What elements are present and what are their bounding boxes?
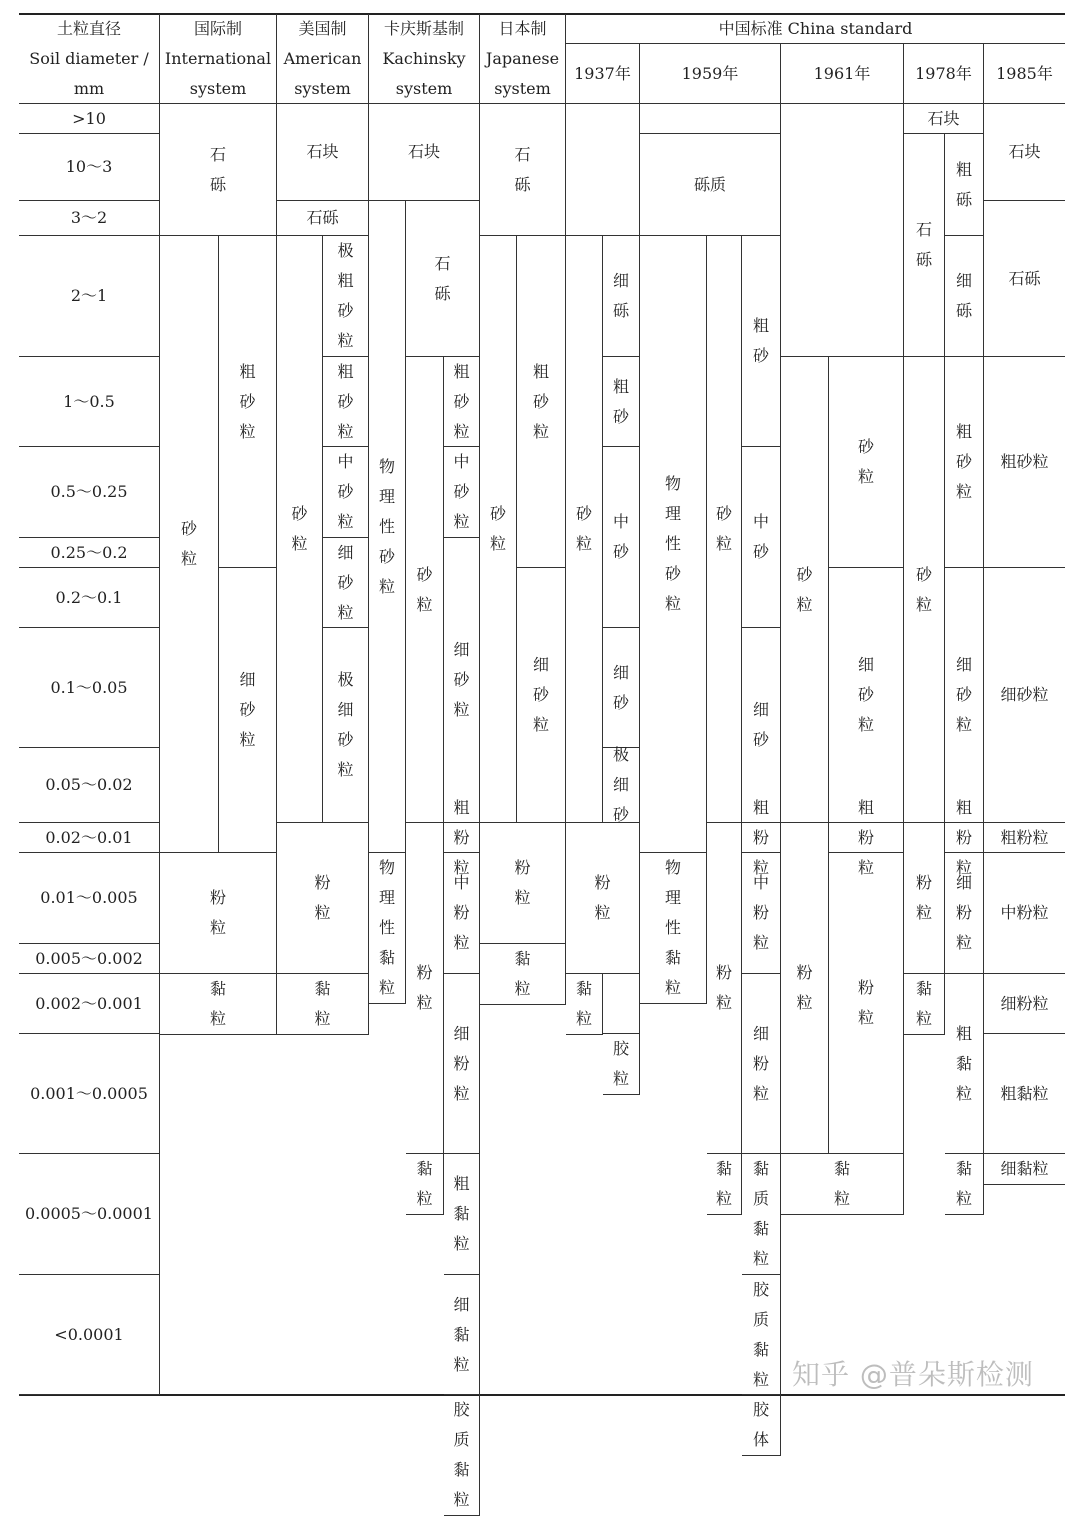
diameter-row bbox=[19, 104, 160, 134]
c1937-fine-sand-label: 细砂 bbox=[612, 662, 629, 712]
us-gravel bbox=[277, 201, 369, 236]
us-stone-label: 石块 bbox=[306, 142, 339, 161]
kach-clay-label: 黏粒 bbox=[416, 1159, 433, 1208]
c1961-silt-label: 粉粒 bbox=[796, 963, 813, 1012]
header-y1937-label: 1937年 bbox=[574, 63, 631, 83]
c1978-fine-label: 细砾 bbox=[955, 271, 972, 320]
c1959-medium-sand-label: 中砂 bbox=[752, 512, 769, 561]
diameter-row-label: 1～0.5 bbox=[63, 391, 115, 411]
kach-clay bbox=[406, 1154, 444, 1215]
c1937-very-fine-sand bbox=[603, 745, 640, 824]
c1985-medium-silt-label: 中粉粒 bbox=[1000, 903, 1049, 922]
c1959-fine-sand-label: 细砂 bbox=[752, 700, 769, 749]
jp-silt bbox=[480, 823, 566, 944]
us-fine-label: 细砂粒 bbox=[337, 542, 354, 622]
c1985-fine-clay bbox=[984, 1154, 1065, 1185]
us-stone bbox=[277, 104, 369, 201]
kach-stone-label: 石块 bbox=[407, 142, 440, 161]
kach-fine-clay-label: 细黏粒 bbox=[453, 1294, 470, 1374]
diameter-row bbox=[19, 568, 160, 628]
diameter-row-label: 0.25～0.2 bbox=[50, 542, 128, 562]
c1978-clay-label: 黏粒 bbox=[915, 979, 932, 1028]
us-sand bbox=[277, 236, 323, 823]
diameter-row-label: 0.05～0.02 bbox=[45, 775, 133, 794]
c1959-clay-label: 黏粒 bbox=[715, 1159, 732, 1208]
c1978-coarse-silt-label: 粗粉粒 bbox=[955, 797, 972, 877]
c1978-coarse bbox=[945, 134, 984, 236]
intl-sand-label: 砂粒 bbox=[180, 519, 197, 568]
c1978-fine bbox=[945, 236, 984, 357]
header-y1985-label: 1985年 bbox=[996, 63, 1053, 83]
header-y1959 bbox=[640, 44, 781, 104]
c1985-gravel-label: 石砾 bbox=[1008, 268, 1041, 288]
diameter-row-label: 0.02～0.01 bbox=[45, 827, 133, 847]
diameter-row-label: 0.005～0.002 bbox=[35, 948, 143, 968]
us-silt-label: 粉粒 bbox=[314, 873, 331, 922]
diameter-row-label: 0.0005～0.0001 bbox=[25, 1204, 153, 1223]
header-y1985 bbox=[984, 44, 1065, 104]
diameter-row bbox=[19, 538, 160, 568]
diameter-row bbox=[19, 1154, 160, 1275]
diameter-row-label: 3～2 bbox=[70, 208, 108, 227]
kach-medium-sand-label: 中砂粒 bbox=[453, 452, 470, 531]
c1959-blank bbox=[640, 104, 781, 134]
c1959-medium-silt-label: 中粉粒 bbox=[752, 873, 769, 952]
c1985-stone bbox=[984, 104, 1065, 201]
us-fine bbox=[323, 538, 369, 628]
us-very-fine bbox=[323, 628, 369, 823]
diameter-row-label: 0.01～0.005 bbox=[40, 888, 138, 907]
us-very-fine-label: 极细砂粒 bbox=[337, 670, 354, 779]
c1985-fine-silt-label: 细粉粒 bbox=[1000, 993, 1049, 1013]
jp-fine-sand bbox=[517, 568, 566, 823]
c1978-clay2-label: 黏粒 bbox=[955, 1159, 972, 1208]
c1961-silt2-label: 粉粒 bbox=[857, 978, 874, 1027]
c1937-blank-2 bbox=[603, 974, 640, 1034]
header-soil-diameter-label: 土粒直径 Soil diameter / mm bbox=[29, 18, 149, 98]
intl-clay bbox=[160, 974, 277, 1035]
c1937-coarse-sand-label: 粗砂 bbox=[612, 376, 629, 426]
diameter-row bbox=[19, 853, 160, 944]
kach-phys-sand-label: 物理性砂粒 bbox=[378, 456, 395, 596]
c1978-coarse-label: 粗砾 bbox=[955, 159, 972, 209]
header-kachinsky-label: 卡庆斯基制 Kachinsky system bbox=[382, 18, 466, 98]
c1959-clayey-label: 黏质黏粒 bbox=[752, 1159, 769, 1268]
kach-fine-clay bbox=[444, 1275, 480, 1395]
header-y1978-label: 1978年 bbox=[915, 63, 972, 83]
c1961-silt bbox=[781, 823, 829, 1154]
c1959-colloid-clay-label: 胶质黏粒 bbox=[752, 1279, 769, 1389]
c1985-stone-label: 石块 bbox=[1008, 142, 1041, 161]
c1937-fine-gravel-label: 细砾 bbox=[612, 271, 629, 320]
jp-sand-label: 砂粒 bbox=[489, 504, 506, 553]
header-y1961-label: 1961年 bbox=[813, 63, 871, 83]
jp-fine-sand-label: 细砂粒 bbox=[532, 655, 549, 734]
diameter-row bbox=[19, 357, 160, 447]
c1959-phys-sand-label: 物理性砂粒 bbox=[664, 474, 681, 613]
kach-phys-sand bbox=[369, 201, 406, 853]
jp-clay-label: 黏粒 bbox=[514, 949, 531, 998]
kach-fine-sand-label: 细砂粒 bbox=[453, 640, 470, 719]
kach-silt bbox=[406, 823, 444, 1154]
c1937-fine-gravel bbox=[603, 236, 640, 357]
c1985-gravel bbox=[984, 201, 1065, 357]
c1978-fine-silt-label: 细粉粒 bbox=[955, 873, 972, 952]
c1959-silt-label: 粉粒 bbox=[715, 963, 732, 1012]
c1937-very-fine-sand-label: 极细砂 bbox=[612, 745, 629, 824]
c1961-fine-sand-label: 细砂粒 bbox=[857, 655, 874, 734]
c1985-coarse-sand bbox=[984, 357, 1065, 568]
c1937-fine-sand bbox=[603, 628, 640, 748]
diameter-row-label: >10 bbox=[72, 108, 106, 128]
c1959-clay bbox=[707, 1154, 742, 1215]
header-china-label: 中国标准 China standard bbox=[718, 18, 913, 38]
c1959-phys-sand bbox=[640, 236, 707, 853]
c1959-coarse-sand bbox=[742, 236, 781, 447]
kach-medium-silt-label: 中粉粒 bbox=[453, 873, 470, 952]
kach-sand bbox=[406, 357, 444, 823]
c1978-clay bbox=[904, 974, 945, 1035]
c1978-silt bbox=[904, 823, 945, 974]
c1959-fine-silt bbox=[742, 974, 781, 1154]
intl-gravel bbox=[160, 104, 277, 236]
c1937-colloid-label: 胶粒 bbox=[612, 1039, 629, 1088]
c1985-coarse-clay-label: 粗黏粒 bbox=[1000, 1083, 1049, 1103]
c1959-fine-silt-label: 细粉粒 bbox=[752, 1023, 769, 1103]
c1959-phys-clay bbox=[640, 853, 707, 1004]
header-y1937 bbox=[566, 44, 640, 104]
header-y1978 bbox=[904, 44, 984, 104]
c1961-sand2 bbox=[829, 357, 904, 568]
jp-silt-label: 粉粒 bbox=[514, 858, 531, 907]
kach-phys-clay-label: 物理性黏粒 bbox=[378, 858, 395, 997]
c1961-silt2 bbox=[829, 853, 904, 1154]
c1985-coarse-silt-label: 粗粉粒 bbox=[1000, 827, 1049, 847]
c1978-coarse-clay-label: 粗黏粒 bbox=[955, 1023, 972, 1103]
kach-phys-clay bbox=[369, 853, 406, 1004]
jp-coarse-sand-label: 粗砂粒 bbox=[532, 361, 549, 441]
intl-coarse-sand-label: 粗砂粒 bbox=[239, 361, 256, 441]
diameter-row-label: 0.5～0.25 bbox=[50, 482, 128, 501]
c1959-sand-label: 砂粒 bbox=[715, 504, 732, 553]
diameter-row bbox=[19, 628, 160, 748]
watermark: 知乎 @普朵斯检测 bbox=[792, 1358, 1034, 1391]
c1937-colloid bbox=[603, 1034, 640, 1095]
kach-fine-silt-label: 细粉粒 bbox=[453, 1023, 470, 1103]
us-silt bbox=[277, 823, 369, 974]
kach-stone bbox=[369, 104, 480, 201]
c1959-phys-clay-label: 物理性黏粒 bbox=[664, 858, 681, 997]
header-international-label: 国际制 International system bbox=[164, 18, 272, 98]
c1961-fine-sand bbox=[829, 568, 904, 823]
c1937-medium-sand-label: 中砂 bbox=[612, 512, 629, 561]
c1959-medium-sand bbox=[742, 447, 781, 628]
intl-fine-sand-label: 细砂粒 bbox=[239, 670, 256, 749]
diameter-row bbox=[19, 823, 160, 853]
us-medium bbox=[323, 447, 369, 538]
c1959-clayey bbox=[742, 1154, 781, 1275]
c1937-sand-label: 砂粒 bbox=[575, 504, 592, 553]
kach-colloid-clay-label: 胶质黏粒 bbox=[453, 1400, 470, 1509]
header-y1959-label: 1959年 bbox=[681, 63, 739, 83]
c1978-clay2 bbox=[945, 1154, 984, 1215]
diameter-row bbox=[19, 447, 160, 538]
c1985-medium-silt bbox=[984, 853, 1065, 974]
us-sand-label: 砂粒 bbox=[291, 504, 308, 553]
intl-clay-label: 黏粒 bbox=[209, 979, 226, 1028]
c1959-gravelly bbox=[640, 134, 781, 236]
kach-coarse-clay bbox=[444, 1154, 480, 1275]
diameter-row-label: <0.0001 bbox=[54, 1324, 124, 1344]
header-japanese bbox=[480, 14, 566, 104]
kach-fine-sand bbox=[444, 538, 480, 823]
c1985-fine-sand-label: 细砂粒 bbox=[1000, 685, 1049, 704]
us-gravel-label: 石砾 bbox=[306, 208, 339, 227]
c1937-clay-label: 黏粒 bbox=[575, 979, 592, 1028]
diameter-row bbox=[19, 974, 160, 1034]
us-coarse-label: 粗砂粒 bbox=[337, 361, 354, 441]
intl-sand bbox=[160, 236, 219, 853]
c1978-stone bbox=[904, 104, 984, 134]
c1959-coarse-silt-label: 粗粉粒 bbox=[752, 797, 769, 877]
diameter-row bbox=[19, 134, 160, 201]
jp-gravel bbox=[480, 104, 566, 236]
header-international bbox=[160, 14, 277, 104]
c1978-coarse-sand bbox=[945, 357, 984, 568]
header-american bbox=[277, 14, 369, 104]
kach-medium-silt bbox=[444, 853, 480, 974]
diameter-row bbox=[19, 1275, 160, 1395]
us-very-coarse-label: 极粗砂粒 bbox=[337, 241, 354, 350]
diameter-row-label: 0.002～0.001 bbox=[35, 993, 143, 1013]
diameter-row-label: 0.001～0.0005 bbox=[30, 1083, 148, 1103]
c1978-coarse-silt bbox=[945, 797, 984, 877]
kach-gravel bbox=[406, 201, 480, 357]
kach-gravel-label: 石砾 bbox=[434, 253, 451, 303]
c1978-coarse-clay bbox=[945, 974, 984, 1154]
kach-medium-sand bbox=[444, 447, 480, 538]
c1937-clay bbox=[566, 974, 603, 1035]
c1959-gravelly-label: 砾质 bbox=[693, 174, 726, 194]
diameter-row-label: 2～1 bbox=[70, 286, 108, 305]
kach-coarse-clay-label: 粗黏粒 bbox=[453, 1174, 470, 1253]
diameter-row-label: 0.2～0.1 bbox=[55, 587, 123, 607]
intl-coarse-sand bbox=[219, 236, 277, 568]
diameter-row bbox=[19, 1034, 160, 1154]
c1937-silt-label: 粉粒 bbox=[594, 873, 611, 922]
c1959-coarse-silt bbox=[742, 797, 781, 877]
jp-sand bbox=[480, 236, 517, 823]
header-kachinsky bbox=[369, 14, 480, 104]
header-american-label: 美国制 American system bbox=[283, 18, 362, 98]
c1959-medium-silt bbox=[742, 853, 781, 974]
c1978-sand-label: 砂粒 bbox=[915, 564, 932, 614]
c1985-fine-silt bbox=[984, 974, 1065, 1034]
c1959-colloid bbox=[742, 1395, 781, 1456]
us-very-coarse bbox=[323, 236, 369, 357]
c1959-colloid-clay bbox=[742, 1275, 781, 1395]
header-soil-diameter bbox=[19, 14, 160, 104]
c1978-gravel bbox=[904, 134, 945, 357]
kach-colloid-clay bbox=[444, 1395, 480, 1516]
diameter-row bbox=[19, 748, 160, 823]
kach-sand-label: 砂粒 bbox=[416, 564, 433, 614]
c1978-gravel-label: 石砾 bbox=[915, 220, 932, 269]
c1978-stone-label: 石块 bbox=[927, 108, 960, 128]
intl-silt bbox=[160, 853, 277, 974]
c1961-sand-label: 砂粒 bbox=[796, 564, 813, 614]
diameter-row bbox=[19, 236, 160, 357]
diameter-row-label: 0.1～0.05 bbox=[50, 677, 128, 697]
c1961-coarse-silt bbox=[829, 797, 904, 877]
c1937-medium-sand bbox=[603, 447, 640, 628]
c1985-coarse-silt bbox=[984, 823, 1065, 853]
c1985-fine-clay-label: 细黏粒 bbox=[1000, 1159, 1049, 1178]
kach-coarse-sand-label: 粗砂粒 bbox=[453, 361, 470, 441]
c1961-coarse-silt-label: 粗粉粒 bbox=[857, 797, 874, 877]
c1978-fine-silt bbox=[945, 853, 984, 974]
c1978-fine-sand bbox=[945, 568, 984, 823]
c1985-coarse-sand-label: 粗砂粒 bbox=[1000, 452, 1049, 471]
kach-fine-silt bbox=[444, 974, 480, 1154]
us-coarse bbox=[323, 357, 369, 447]
jp-clay bbox=[480, 944, 566, 1005]
jp-gravel-label: 石砾 bbox=[514, 144, 531, 194]
header-y1961 bbox=[781, 44, 904, 104]
kach-coarse-silt bbox=[444, 797, 480, 877]
c1959-silt bbox=[707, 823, 742, 1154]
c1959-coarse-sand-label: 粗砂 bbox=[752, 316, 769, 365]
c1985-fine-sand bbox=[984, 568, 1065, 823]
header-japanese-label: 日本制 Japanese system bbox=[485, 18, 560, 98]
c1961-clay-label: 黏粒 bbox=[833, 1159, 850, 1208]
us-clay bbox=[277, 974, 369, 1035]
kach-silt-label: 粉粒 bbox=[416, 963, 433, 1012]
c1961-clay bbox=[781, 1154, 904, 1215]
diameter-row-label: 10～3 bbox=[65, 157, 113, 176]
us-clay-label: 黏粒 bbox=[314, 979, 331, 1028]
header-china bbox=[566, 14, 1065, 44]
c1978-silt-label: 粉粒 bbox=[915, 873, 932, 922]
c1978-sand bbox=[904, 357, 945, 823]
c1978-fine-sand-label: 细砂粒 bbox=[955, 655, 972, 734]
diameter-row bbox=[19, 201, 160, 236]
intl-gravel-label: 石砾 bbox=[209, 144, 226, 194]
c1937-coarse-sand bbox=[603, 357, 640, 447]
jp-coarse-sand bbox=[517, 236, 566, 568]
c1978-coarse-sand-label: 粗砂粒 bbox=[955, 422, 972, 501]
c1937-sand bbox=[566, 236, 603, 823]
kach-coarse-sand bbox=[444, 357, 480, 447]
c1961-sand2-label: 砂粒 bbox=[857, 437, 874, 486]
kach-coarse-silt-label: 粗粉粒 bbox=[453, 797, 470, 877]
c1961-blank bbox=[781, 104, 904, 357]
c1937-silt bbox=[566, 823, 640, 974]
c1937-blank bbox=[566, 104, 640, 236]
diameter-row bbox=[19, 944, 160, 974]
c1959-sand bbox=[707, 236, 742, 823]
c1959-colloid-label: 胶体 bbox=[752, 1400, 769, 1449]
intl-silt-label: 粉粒 bbox=[209, 888, 226, 937]
c1961-sand bbox=[781, 357, 829, 823]
c1985-coarse-clay bbox=[984, 1034, 1065, 1154]
intl-fine-sand bbox=[219, 568, 277, 853]
us-medium-label: 中砂粒 bbox=[337, 452, 354, 531]
